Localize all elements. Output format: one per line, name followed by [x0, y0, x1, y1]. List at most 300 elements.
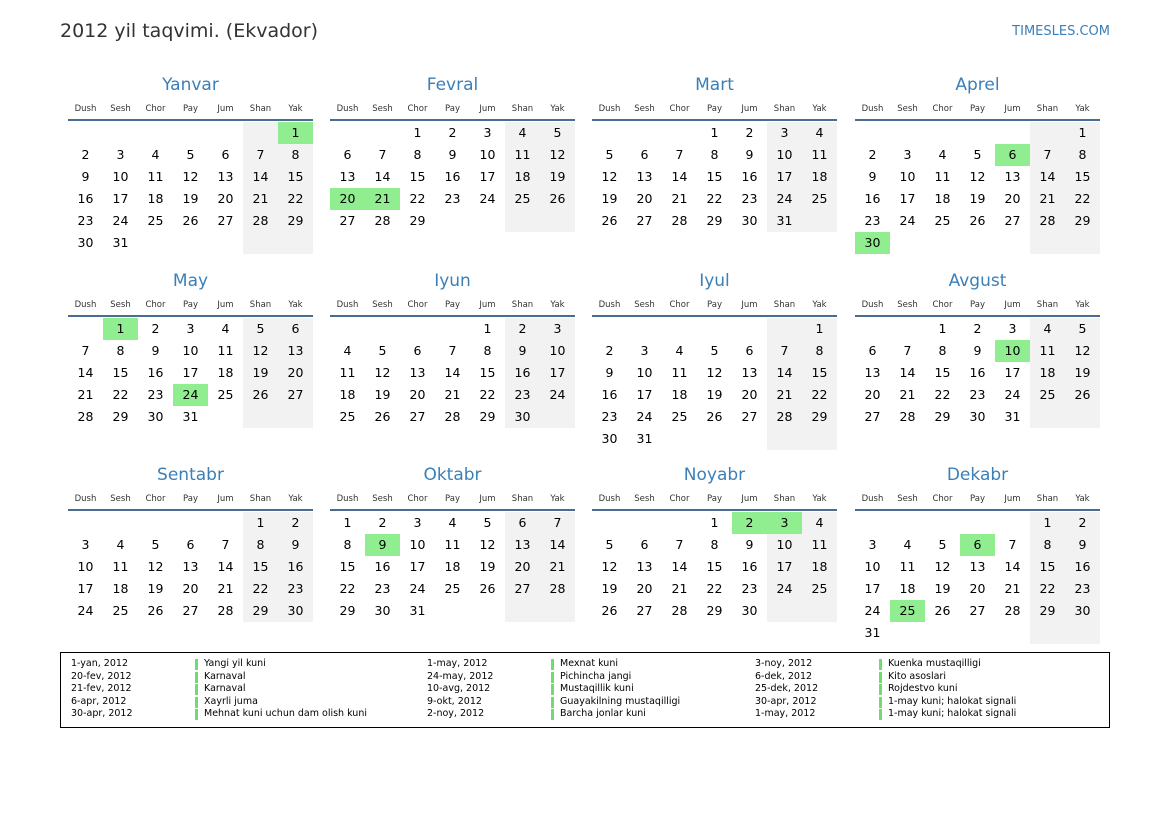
day-cell: 1 — [938, 321, 947, 336]
day-cell: 17 — [77, 581, 94, 596]
day-cell: 13 — [864, 365, 881, 380]
day-cell: 13 — [217, 169, 234, 184]
day-cell: 5 — [483, 515, 492, 530]
month-noyabr — [592, 463, 837, 622]
month-name: Yanvar — [162, 75, 219, 95]
holiday-color-marker — [551, 709, 554, 720]
day-cell: 21 — [899, 387, 916, 402]
day-cell: 3 — [540, 318, 575, 340]
day-cell: 27 — [278, 384, 313, 406]
empty-day-cell — [925, 232, 960, 254]
holiday-date: 2-noy, 2012 — [427, 708, 485, 719]
day-cell: 2 — [1065, 512, 1100, 534]
weekday-label: Sesh — [897, 494, 918, 504]
day-cell: 8 — [116, 343, 125, 358]
day-cell: 21 — [1004, 581, 1021, 596]
empty-day-cell — [138, 232, 173, 254]
empty-day-cell — [925, 622, 960, 644]
day-grid — [330, 512, 575, 622]
day-cell: 22 — [802, 384, 837, 406]
empty-day-cell — [960, 232, 995, 254]
day-cell: 26 — [479, 581, 496, 596]
day-cell: 10 — [479, 147, 496, 162]
day-cell: 27 — [741, 409, 758, 424]
day-cell: 31 — [1004, 409, 1021, 424]
empty-day-cell — [68, 512, 103, 534]
weekday-label: Sesh — [110, 494, 131, 504]
holiday-color-marker — [879, 684, 882, 695]
legend-item — [745, 683, 1016, 696]
day-cell: 26 — [374, 409, 391, 424]
day-cell: 25 — [444, 581, 461, 596]
weekday-label: Pay — [707, 300, 722, 310]
day-cell: 3 — [868, 537, 877, 552]
day-cell: 31 — [112, 235, 129, 250]
day-cell: 4 — [116, 537, 125, 552]
month-name: Noyabr — [683, 465, 746, 485]
empty-day-cell — [627, 318, 662, 340]
holiday-name: Karnaval — [204, 683, 246, 694]
day-cell: 26 — [182, 213, 199, 228]
day-cell: 28 — [1004, 603, 1021, 618]
day-cell: 17 — [479, 169, 496, 184]
day-cell: 17 — [182, 365, 199, 380]
legend-column — [417, 658, 680, 721]
day-cell: 19 — [1065, 362, 1100, 384]
weekday-label: Pay — [445, 104, 460, 114]
month-divider — [330, 119, 575, 121]
day-cell: 9 — [505, 340, 540, 362]
day-cell: 6 — [186, 537, 195, 552]
holiday-date: 21-fev, 2012 — [71, 683, 132, 694]
site-link[interactable]: TIMESLES.COM — [1012, 24, 1110, 39]
weekday-label: Pay — [183, 494, 198, 504]
day-cell: 10 — [995, 340, 1030, 362]
day-cell: 29 — [1065, 210, 1100, 232]
day-cell: 20 — [278, 362, 313, 384]
day-cell: 25 — [1030, 384, 1065, 406]
day-cell: 29 — [339, 603, 356, 618]
legend-item — [417, 683, 680, 696]
weekday-label: Jum — [479, 494, 496, 504]
weekday-header — [855, 296, 1100, 314]
day-cell: 31 — [182, 409, 199, 424]
day-cell: 29 — [934, 409, 951, 424]
month-divider — [68, 315, 313, 317]
day-cell: 1 — [278, 122, 313, 144]
day-cell: 18 — [899, 581, 916, 596]
holiday-color-marker — [879, 697, 882, 708]
holiday-date: 24-may, 2012 — [427, 670, 494, 682]
day-cell: 8 — [938, 343, 947, 358]
day-cell: 29 — [802, 406, 837, 428]
day-cell: 21 — [767, 384, 802, 406]
empty-day-cell — [960, 622, 995, 644]
day-cell: 23 — [278, 578, 313, 600]
weekday-label: Dush — [74, 494, 97, 504]
holiday-name: Barcha jonlar kuni — [560, 708, 646, 719]
holiday-date: 1-may, 2012 — [427, 658, 488, 669]
day-cell: 25 — [671, 409, 688, 424]
empty-day-cell — [855, 512, 890, 534]
day-cell: 4 — [1030, 318, 1065, 340]
empty-day-cell — [208, 232, 243, 254]
day-cell: 17 — [636, 387, 653, 402]
weekday-label: Shan — [511, 104, 534, 114]
day-cell: 26 — [934, 603, 951, 618]
holiday-name: 1-may kuni; halokat signali — [888, 695, 1017, 707]
day-cell: 1 — [343, 515, 352, 530]
empty-day-cell — [767, 428, 802, 450]
weekday-label: Dush — [861, 494, 884, 504]
day-cell: 16 — [969, 365, 986, 380]
weekday-label: Chor — [407, 300, 428, 310]
day-cell: 2 — [745, 125, 754, 140]
weekday-header — [330, 100, 575, 118]
day-cell: 30 — [601, 431, 618, 446]
day-cell: 5 — [938, 537, 947, 552]
day-cell: 6 — [745, 343, 754, 358]
empty-day-cell — [960, 512, 995, 534]
day-grid — [330, 122, 575, 232]
day-cell: 29 — [243, 600, 278, 622]
day-cell: 14 — [77, 365, 94, 380]
holiday-legend — [60, 652, 1110, 728]
day-cell: 18 — [444, 559, 461, 574]
empty-day-cell — [103, 512, 138, 534]
day-cell: 21 — [671, 191, 688, 206]
weekday-label: Sesh — [110, 300, 131, 310]
day-cell: 16 — [77, 191, 94, 206]
weekday-label: Dush — [74, 300, 97, 310]
day-cell: 6 — [221, 147, 230, 162]
day-cell: 14 — [671, 559, 688, 574]
weekday-label: Jum — [479, 300, 496, 310]
empty-day-cell — [470, 210, 505, 232]
day-cell: 16 — [505, 362, 540, 384]
day-cell: 8 — [413, 147, 422, 162]
day-cell: 26 — [1065, 384, 1100, 406]
day-cell: 22 — [243, 578, 278, 600]
day-cell: 8 — [243, 534, 278, 556]
month-name: Fevral — [426, 75, 479, 95]
day-cell: 3 — [116, 147, 125, 162]
weekday-label: Pay — [970, 494, 985, 504]
day-cell: 29 — [278, 210, 313, 232]
weekday-label: Jum — [217, 104, 234, 114]
weekday-label: Shan — [773, 104, 796, 114]
day-cell: 29 — [706, 603, 723, 618]
day-cell: 20 — [330, 188, 365, 210]
weekday-header — [68, 490, 313, 508]
day-cell: 23 — [444, 191, 461, 206]
empty-day-cell — [103, 122, 138, 144]
day-cell: 6 — [278, 318, 313, 340]
weekday-label: Yak — [550, 300, 565, 310]
holiday-color-marker — [195, 672, 198, 683]
day-cell: 11 — [505, 144, 540, 166]
weekday-label: Yak — [812, 300, 827, 310]
empty-day-cell — [890, 232, 925, 254]
weekday-label: Chor — [407, 104, 428, 114]
day-cell: 2 — [81, 147, 90, 162]
day-cell: 30 — [969, 409, 986, 424]
day-cell: 7 — [378, 147, 387, 162]
day-cell: 27 — [217, 213, 234, 228]
day-cell: 1 — [710, 125, 719, 140]
day-cell: 24 — [540, 384, 575, 406]
day-cell: 28 — [540, 578, 575, 600]
weekday-label: Shan — [773, 300, 796, 310]
day-cell: 21 — [77, 387, 94, 402]
day-cell: 12 — [479, 537, 496, 552]
day-cell: 9 — [448, 147, 457, 162]
empty-day-cell — [995, 232, 1030, 254]
day-cell: 12 — [934, 559, 951, 574]
empty-day-cell — [592, 318, 627, 340]
day-cell: 10 — [77, 559, 94, 574]
day-cell: 1 — [802, 318, 837, 340]
day-cell: 11 — [934, 169, 951, 184]
day-cell: 30 — [77, 235, 94, 250]
day-cell: 4 — [802, 122, 837, 144]
day-cell: 22 — [706, 191, 723, 206]
weekday-label: Shan — [249, 104, 272, 114]
day-cell: 19 — [243, 362, 278, 384]
day-cell: 12 — [374, 365, 391, 380]
weekday-label: Pay — [707, 494, 722, 504]
day-cell: 7 — [903, 343, 912, 358]
empty-day-cell — [802, 210, 837, 232]
empty-day-cell — [925, 512, 960, 534]
day-cell: 28 — [767, 406, 802, 428]
month-dekabr — [855, 463, 1100, 644]
month-divider — [68, 509, 313, 511]
weekday-label: Dush — [336, 300, 359, 310]
day-cell: 13 — [636, 169, 653, 184]
day-cell: 15 — [339, 559, 356, 574]
day-cell: 24 — [899, 213, 916, 228]
month-divider — [592, 509, 837, 511]
day-cell: 12 — [969, 169, 986, 184]
day-cell: 21 — [444, 387, 461, 402]
day-cell: 28 — [243, 210, 278, 232]
day-cell: 3 — [767, 512, 802, 534]
weekday-label: Dush — [336, 494, 359, 504]
empty-day-cell — [243, 406, 278, 428]
legend-column — [61, 658, 367, 721]
day-cell: 17 — [409, 559, 426, 574]
day-cell: 7 — [1008, 537, 1017, 552]
day-cell: 10 — [767, 144, 802, 166]
holiday-color-marker — [879, 709, 882, 720]
holiday-color-marker — [551, 684, 554, 695]
day-grid — [855, 318, 1100, 428]
weekday-label: Yak — [550, 494, 565, 504]
day-cell: 14 — [767, 362, 802, 384]
weekday-label: Chor — [407, 494, 428, 504]
day-cell: 7 — [243, 144, 278, 166]
day-cell: 22 — [934, 387, 951, 402]
day-cell: 9 — [81, 169, 90, 184]
empty-day-cell — [243, 232, 278, 254]
day-cell: 14 — [243, 166, 278, 188]
day-cell: 3 — [413, 515, 422, 530]
empty-day-cell — [732, 428, 767, 450]
empty-day-cell — [173, 122, 208, 144]
day-cell: 17 — [112, 191, 129, 206]
day-cell: 9 — [1065, 534, 1100, 556]
day-cell: 9 — [365, 534, 400, 556]
empty-day-cell — [540, 210, 575, 232]
weekday-label: Sesh — [897, 300, 918, 310]
day-cell: 10 — [767, 534, 802, 556]
empty-day-cell — [925, 122, 960, 144]
weekday-label: Sesh — [372, 494, 393, 504]
day-cell: 14 — [1004, 559, 1021, 574]
day-cell: 12 — [601, 559, 618, 574]
weekday-label: Jum — [741, 104, 758, 114]
weekday-label: Chor — [669, 104, 690, 114]
day-cell: 27 — [339, 213, 356, 228]
empty-day-cell — [697, 318, 732, 340]
day-cell: 23 — [741, 581, 758, 596]
weekday-label: Jum — [479, 104, 496, 114]
day-cell: 18 — [802, 556, 837, 578]
day-cell: 18 — [339, 387, 356, 402]
day-cell: 11 — [671, 365, 688, 380]
day-cell: 2 — [868, 147, 877, 162]
day-cell: 27 — [409, 409, 426, 424]
weekday-label: Sesh — [897, 104, 918, 114]
day-cell: 22 — [278, 188, 313, 210]
weekday-label: Shan — [1036, 300, 1059, 310]
day-cell: 18 — [505, 166, 540, 188]
month-name: Dekabr — [946, 465, 1009, 485]
day-cell: 2 — [505, 318, 540, 340]
empty-day-cell — [995, 122, 1030, 144]
day-cell: 8 — [483, 343, 492, 358]
empty-day-cell — [540, 600, 575, 622]
day-cell: 7 — [1030, 144, 1065, 166]
empty-day-cell — [960, 122, 995, 144]
day-cell: 23 — [601, 409, 618, 424]
day-cell: 21 — [243, 188, 278, 210]
day-cell: 20 — [864, 387, 881, 402]
day-cell: 14 — [374, 169, 391, 184]
day-cell: 6 — [343, 147, 352, 162]
holiday-name: 1-may kuni; halokat signali — [888, 708, 1017, 719]
day-cell: 12 — [182, 169, 199, 184]
day-cell: 11 — [339, 365, 356, 380]
empty-day-cell — [68, 122, 103, 144]
empty-day-cell — [767, 318, 802, 340]
day-cell: 19 — [969, 191, 986, 206]
day-cell: 17 — [1004, 365, 1021, 380]
month-name: Sentabr — [157, 465, 224, 485]
day-cell: 19 — [147, 581, 164, 596]
day-cell: 15 — [934, 365, 951, 380]
day-cell: 18 — [934, 191, 951, 206]
day-cell: 2 — [278, 512, 313, 534]
day-cell: 7 — [675, 147, 684, 162]
day-cell: 25 — [802, 188, 837, 210]
weekday-label: Shan — [1036, 104, 1059, 114]
day-cell: 11 — [217, 343, 234, 358]
day-cell: 6 — [413, 343, 422, 358]
weekday-label: Chor — [932, 494, 953, 504]
weekday-label: Yak — [288, 494, 303, 504]
empty-day-cell — [1065, 622, 1100, 644]
day-cell: 14 — [899, 365, 916, 380]
holiday-color-marker — [879, 659, 882, 670]
day-cell: 6 — [640, 537, 649, 552]
day-cell: 17 — [767, 166, 802, 188]
day-cell: 26 — [147, 603, 164, 618]
month-oktabr — [330, 463, 575, 622]
day-grid — [592, 512, 837, 622]
day-cell: 23 — [77, 213, 94, 228]
day-cell: 4 — [343, 343, 352, 358]
day-cell: 28 — [899, 409, 916, 424]
day-cell: 18 — [147, 191, 164, 206]
day-cell: 25 — [147, 213, 164, 228]
weekday-label: Chor — [145, 104, 166, 114]
month-name: May — [172, 271, 209, 291]
day-cell: 12 — [601, 169, 618, 184]
day-cell: 22 — [112, 387, 129, 402]
month-name: Avgust — [948, 271, 1007, 291]
day-cell: 8 — [1065, 144, 1100, 166]
day-cell: 1 — [483, 321, 492, 336]
day-cell: 22 — [1030, 578, 1065, 600]
empty-day-cell — [890, 318, 925, 340]
day-cell: 10 — [864, 559, 881, 574]
holiday-date: 6-dek, 2012 — [755, 670, 813, 682]
day-cell: 19 — [934, 581, 951, 596]
day-cell: 13 — [636, 559, 653, 574]
day-cell: 11 — [147, 169, 164, 184]
empty-day-cell — [1030, 122, 1065, 144]
day-cell: 5 — [605, 537, 614, 552]
day-cell: 18 — [802, 166, 837, 188]
day-cell: 15 — [479, 365, 496, 380]
weekday-label: Yak — [288, 104, 303, 114]
day-cell: 28 — [374, 213, 391, 228]
holiday-name: Yangi yil kuni — [204, 658, 266, 669]
weekday-label: Pay — [970, 300, 985, 310]
day-cell: 16 — [278, 556, 313, 578]
empty-day-cell — [138, 122, 173, 144]
day-cell: 2 — [605, 343, 614, 358]
day-cell: 20 — [217, 191, 234, 206]
day-cell: 16 — [444, 169, 461, 184]
day-cell: 15 — [243, 556, 278, 578]
empty-day-cell — [890, 622, 925, 644]
weekday-label: Jum — [741, 494, 758, 504]
day-cell: 14 — [671, 169, 688, 184]
weekday-label: Pay — [183, 104, 198, 114]
month-divider — [330, 315, 575, 317]
day-cell: 31 — [767, 210, 802, 232]
empty-day-cell — [505, 600, 540, 622]
day-grid — [592, 318, 837, 450]
month-divider — [855, 509, 1100, 511]
empty-day-cell — [890, 512, 925, 534]
day-cell: 3 — [640, 343, 649, 358]
weekday-label: Sesh — [634, 494, 655, 504]
day-cell: 16 — [147, 365, 164, 380]
